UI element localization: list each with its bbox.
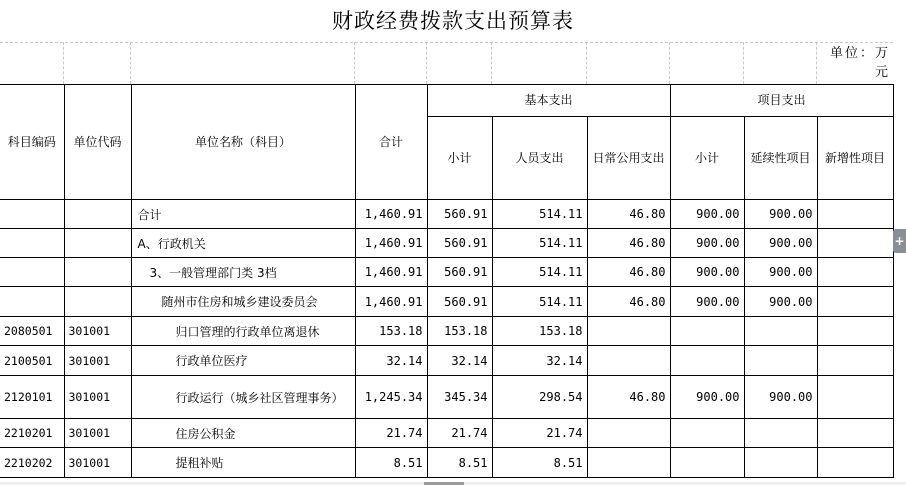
daily-public-cell <box>587 419 670 448</box>
table-row <box>0 419 893 448</box>
report-title: 财政经费拨款支出预算表 <box>332 9 574 33</box>
subject-code-cell: 2210201 <box>0 419 64 448</box>
total-cell: 153.18 <box>355 317 427 346</box>
continuing-cell: 900.00 <box>744 287 817 317</box>
table-row <box>0 287 893 317</box>
subject-code-cell: 2080501 <box>0 317 64 346</box>
unit-code-cell <box>64 229 131 258</box>
new-projects-cell <box>817 448 893 478</box>
unit-name-cell: 合计 <box>131 200 355 229</box>
table-row <box>0 258 893 287</box>
project-subtotal-cell <box>670 317 744 346</box>
total-cell: 21.74 <box>355 419 427 448</box>
project-subtotal-cell: 900.00 <box>670 200 744 229</box>
continuing-cell: 900.00 <box>744 200 817 229</box>
grid-line <box>0 42 893 43</box>
grid-line <box>426 42 427 84</box>
subject-code-cell: 2120101 <box>0 376 64 419</box>
grid-line <box>743 42 744 84</box>
unit-code-cell: 301001 <box>64 448 131 478</box>
unit-name-cell: 住房公积金 <box>131 419 355 448</box>
table-row <box>0 448 893 478</box>
new-projects-cell <box>817 200 893 229</box>
daily-public-cell <box>587 346 670 376</box>
continuing-cell <box>744 419 817 448</box>
unit-code-cell: 301001 <box>64 317 131 346</box>
personnel-cell: 153.18 <box>492 317 587 346</box>
header-basic-subtotal: 小计 <box>427 117 492 200</box>
personnel-cell: 298.54 <box>492 376 587 419</box>
unit-code-cell <box>64 287 131 317</box>
continuing-cell <box>744 448 817 478</box>
personnel-cell: 514.11 <box>492 200 587 229</box>
unit-code-cell <box>64 200 131 229</box>
daily-public-cell: 46.80 <box>587 287 670 317</box>
new-projects-cell <box>817 317 893 346</box>
basic-subtotal-cell: 345.34 <box>427 376 492 419</box>
table-row <box>0 200 893 229</box>
basic-subtotal-cell: 21.74 <box>427 419 492 448</box>
basic-subtotal-cell: 32.14 <box>427 346 492 376</box>
basic-subtotal-cell: 8.51 <box>427 448 492 478</box>
continuing-cell <box>744 317 817 346</box>
total-cell: 1,460.91 <box>355 258 427 287</box>
basic-subtotal-cell: 560.91 <box>427 287 492 317</box>
unit-name-cell: 提租补贴 <box>131 448 355 478</box>
subject-code-cell <box>0 287 64 317</box>
grid-line <box>130 42 131 84</box>
table-row <box>0 376 893 419</box>
personnel-cell: 514.11 <box>492 229 587 258</box>
subject-code-cell <box>0 258 64 287</box>
unit-name-cell: 行政运行（城乡社区管理事务） <box>131 376 355 419</box>
total-cell: 1,460.91 <box>355 287 427 317</box>
new-projects-cell <box>817 376 893 419</box>
grid-line <box>491 42 492 84</box>
daily-public-cell <box>587 448 670 478</box>
basic-subtotal-cell: 153.18 <box>427 317 492 346</box>
subject-code-cell: 2100501 <box>0 346 64 376</box>
basic-subtotal-cell: 560.91 <box>427 229 492 258</box>
new-projects-cell <box>817 346 893 376</box>
total-cell: 1,245.34 <box>355 376 427 419</box>
continuing-cell: 900.00 <box>744 258 817 287</box>
personnel-cell: 8.51 <box>492 448 587 478</box>
header-basic-group: 基本支出 <box>427 85 670 117</box>
project-subtotal-cell: 900.00 <box>670 376 744 419</box>
header-new-projects: 新增性项目 <box>817 117 893 200</box>
grid-line <box>816 42 817 84</box>
subject-code-cell: 2210202 <box>0 448 64 478</box>
unit-code-cell: 301001 <box>64 376 131 419</box>
header-daily-public: 日常公用支出 <box>587 117 670 200</box>
personnel-cell: 514.11 <box>492 287 587 317</box>
new-projects-cell <box>817 287 893 317</box>
project-subtotal-cell: 900.00 <box>670 287 744 317</box>
total-cell: 1,460.91 <box>355 200 427 229</box>
unit-label: 单位：万元 <box>829 46 890 80</box>
basic-subtotal-cell: 560.91 <box>427 258 492 287</box>
total-cell: 1,460.91 <box>355 229 427 258</box>
project-subtotal-cell <box>670 346 744 376</box>
continuing-cell: 900.00 <box>744 229 817 258</box>
project-subtotal-cell <box>670 419 744 448</box>
subject-code-cell <box>0 200 64 229</box>
header-unit-name: 单位名称（科目） <box>131 85 355 200</box>
header-project-group: 项目支出 <box>670 85 893 117</box>
unit-code-cell <box>64 258 131 287</box>
project-subtotal-cell: 900.00 <box>670 258 744 287</box>
continuing-cell <box>744 346 817 376</box>
unit-name-cell: 归口管理的行政单位离退休 <box>131 317 355 346</box>
total-cell: 8.51 <box>355 448 427 478</box>
grid-line <box>63 42 64 84</box>
daily-public-cell: 46.80 <box>587 200 670 229</box>
header-unit-code: 单位代码 <box>64 85 131 200</box>
plus-icon[interactable]: + <box>893 229 906 253</box>
personnel-cell: 514.11 <box>492 258 587 287</box>
daily-public-cell: 46.80 <box>587 376 670 419</box>
table-row <box>0 229 893 258</box>
subject-code-cell <box>0 229 64 258</box>
daily-public-cell: 46.80 <box>587 229 670 258</box>
daily-public-cell: 46.80 <box>587 258 670 287</box>
new-projects-cell <box>817 229 893 258</box>
personnel-cell: 32.14 <box>492 346 587 376</box>
header-subject-code: 科目编码 <box>0 85 64 200</box>
basic-subtotal-cell: 560.91 <box>427 200 492 229</box>
new-projects-cell <box>817 419 893 448</box>
project-subtotal-cell <box>670 448 744 478</box>
table-row <box>0 346 893 376</box>
daily-public-cell <box>587 317 670 346</box>
unit-code-cell: 301001 <box>64 419 131 448</box>
project-subtotal-cell: 900.00 <box>670 229 744 258</box>
header-project-subtotal: 小计 <box>670 117 744 200</box>
personnel-cell: 21.74 <box>492 419 587 448</box>
grid-line <box>354 42 355 84</box>
header-continuing: 延续性项目 <box>744 117 817 200</box>
new-projects-cell <box>817 258 893 287</box>
unit-name-cell: 行政单位医疗 <box>131 346 355 376</box>
header-personnel: 人员支出 <box>492 117 587 200</box>
table-row <box>0 317 893 346</box>
continuing-cell: 900.00 <box>744 376 817 419</box>
header-total: 合计 <box>355 85 427 200</box>
grid-line <box>669 42 670 84</box>
unit-code-cell: 301001 <box>64 346 131 376</box>
budget-table <box>0 84 894 478</box>
unit-name-cell: A、行政机关 <box>131 229 355 258</box>
grid-line <box>586 42 587 84</box>
total-cell: 32.14 <box>355 346 427 376</box>
unit-name-cell: 随州市住房和城乡建设委员会 <box>131 287 355 317</box>
unit-name-cell: 3、一般管理部门类 3档 <box>131 258 355 287</box>
